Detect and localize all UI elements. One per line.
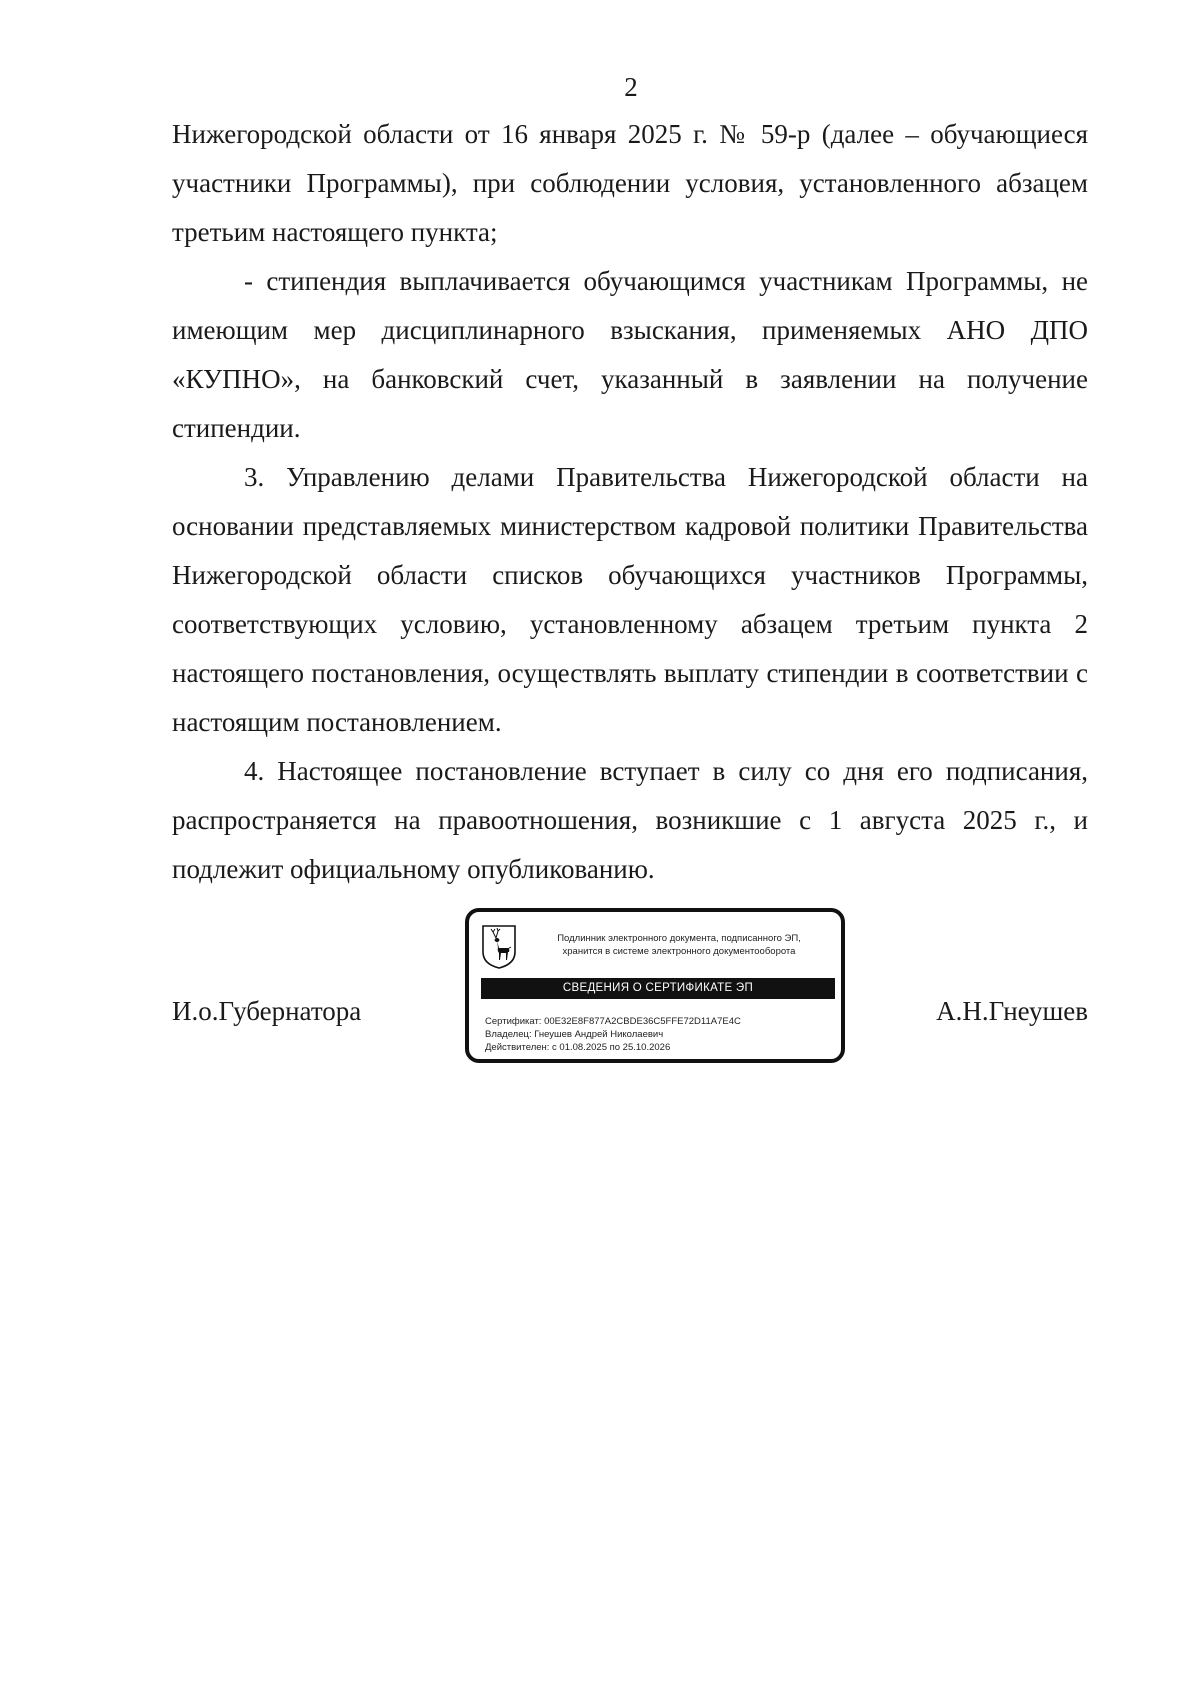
paragraph-continuation: Нижегородской области от 16 января 2025 г. № 59-р (далее – обучающиеся участники Программы), при соблюдении условия, установленного абзацем третьим настоящего пункта; bbox=[172, 119, 1088, 247]
stamp-header bbox=[529, 932, 829, 958]
document-body bbox=[172, 110, 1088, 894]
certificate-number: Сертификат: 00E32E8F877A2CBDE36C5FFE72D11A7E4C bbox=[485, 1016, 741, 1027]
certificate-validity: Действителен: с 01.08.2025 по 25.10.2026 bbox=[485, 1042, 671, 1053]
signatory-name: А.Н.Гнеушев bbox=[936, 996, 1088, 1026]
stamp-certificate-details bbox=[485, 1015, 741, 1054]
paragraph-stipend-payment: - стипендия выплачивается обучающимся участникам Программы, не имеющим мер дисциплинарного взыскания, применяемых АНО ДПО «КУПНО», на банковский счет, указанный в заявлении на получение стипендии. bbox=[172, 266, 1088, 443]
page-number: 2 bbox=[624, 72, 638, 102]
stamp-header-line: Подлинник электронного документа, подписанного ЭП, bbox=[557, 933, 801, 944]
stamp-header-line: хранится в системе электронного документооборота bbox=[562, 946, 796, 957]
electronic-signature-stamp bbox=[465, 908, 845, 1063]
paragraph-item-3: 3. Управлению делами Правительства Нижегородской области на основании представляемых министерством кадровой политики Правительства Нижегородской области списков обучающихся участников Программы, соответствующих условию, установленному абзацем третьим пункта 2 настоящего постановления, осуществлять выплату стипендии в соответствии с настоящим постановлением. bbox=[172, 462, 1088, 737]
deer-emblem-icon bbox=[481, 924, 517, 970]
paragraph-item-4: 4. Настоящее постановление вступает в силу со дня его подписания, распространяется на правоотношения, возникшие с 1 августа 2025 г., и подлежит официальному опубликованию. bbox=[172, 756, 1088, 884]
stamp-certificate-bar: СВЕДЕНИЯ О СЕРТИФИКАТЕ ЭП bbox=[481, 978, 835, 999]
signature-block bbox=[172, 908, 1088, 1068]
signatory-title: И.о.Губернатора bbox=[172, 996, 362, 1026]
certificate-owner: Владелец: Гнеушев Андрей Николаевич bbox=[485, 1029, 664, 1040]
